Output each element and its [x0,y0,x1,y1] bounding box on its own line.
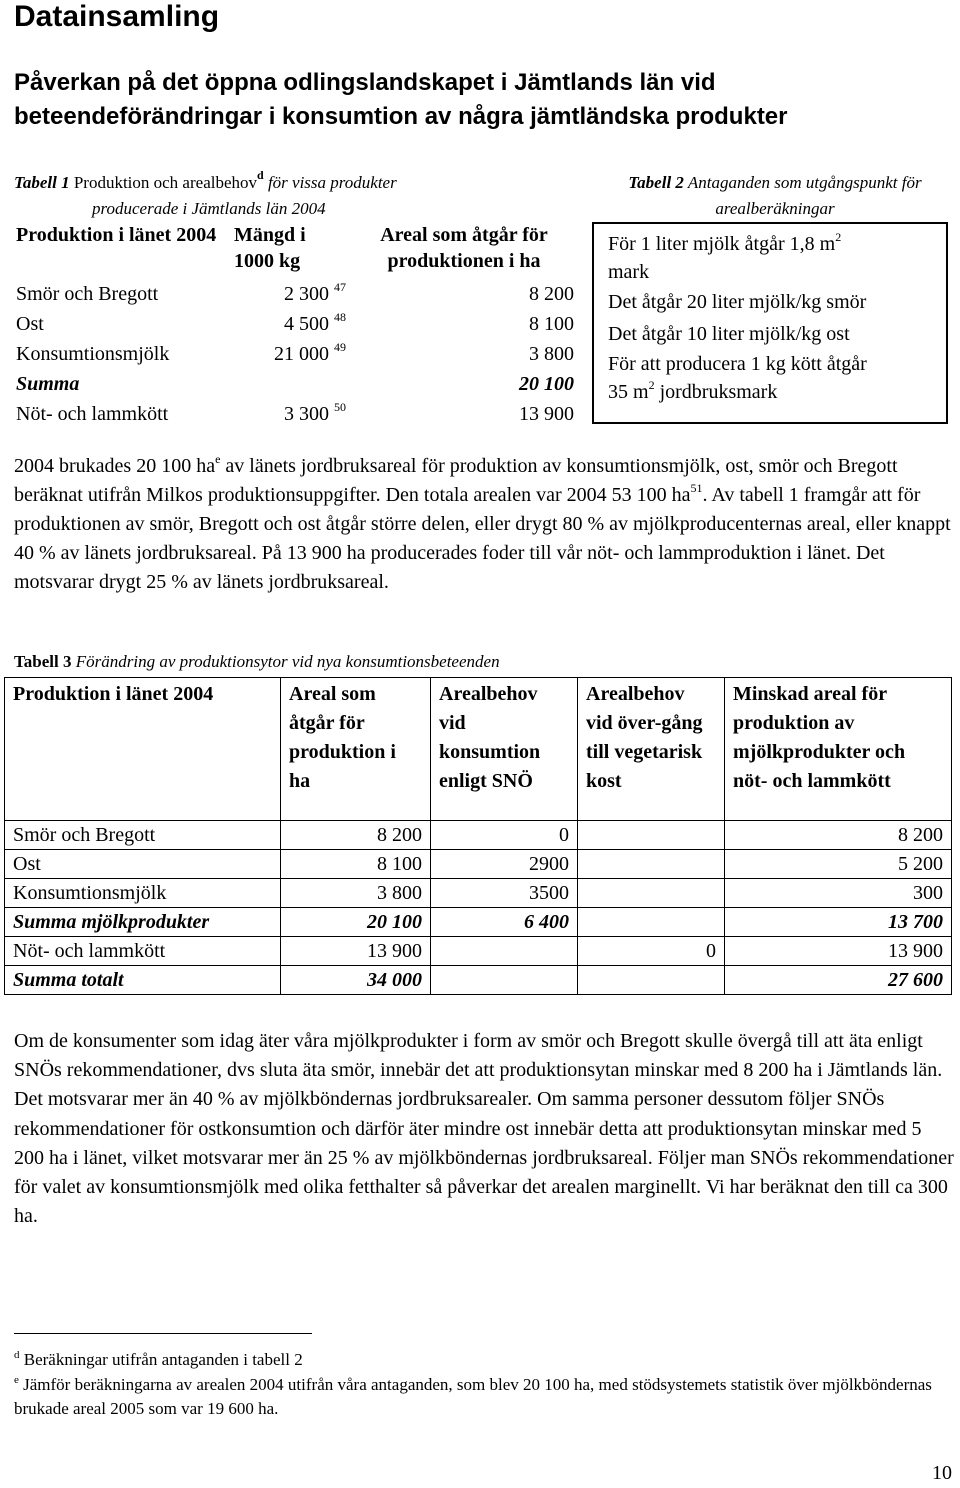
table3-caption [14,652,500,672]
table3-cell-veg: 0 [578,937,725,966]
table1-header-area: Areal som åtgår för produktionen i ha [380,224,548,272]
table2-line1-cont: mark [608,261,650,283]
table3-row-total [5,966,952,995]
table1-cell-product: Summa [16,373,80,395]
table3-cell-veg [578,850,725,879]
paragraph-2: Om de konsumenter som idag äter våra mjölkprodukter i form av smör och Bregott skulle övergå till att äta enligt SNÖs rekommendationer, dvs sluta äta smör, innebär det att produktionsytan minskar med 8 200 ha i Jämtlands län. Det motsvarar mer än 40 % av mjölkböndernas jordbruksarealer. Om samma personer dessutom följer SNÖs rekommendationer för ostkonsumtion och därför äter mindre ost innebär detta att produktionsytan minskar med 5 200 ha i länet, vilket motsvarar mer än 25 % av mjölkböndernas jordbruksareal. Följer man SNÖs rekommendationer för valet av konsumtionsmjölk med olika fetthalter så påverkar det arealen marginellt. Vi har beräknat den till ca 300 ha. [14,1030,954,1228]
table1-cell-product: Smör och Bregott [16,283,159,305]
table2-box [592,222,948,424]
table1-amount-value: 4 500 [284,313,329,335]
table1-row [12,400,578,430]
table3-cell-product: Ost [5,850,281,879]
table3-header-row [5,678,952,821]
table1-cell-amount [230,310,350,340]
table3-cell-area: 8 200 [281,821,431,850]
table1-caption-label: Tabell 1 [14,173,70,192]
table3-caption-text: Förändring av produktionsytor vid nya konsumtionsbeteenden [71,652,500,671]
table1 [12,222,578,430]
table3-header-product: Produktion i länet 2004 [5,678,281,821]
table2-line: Det åtgår 10 liter mjölk/kg ost [608,323,850,345]
table3-cell-product: Nöt- och lammkött [5,937,281,966]
table3-cell-product: Smör och Bregott [5,821,281,850]
table2-line1-text: För 1 liter mjölk åtgår 1,8 m [608,233,836,255]
table2-line4-text: För att producera 1 kg kött åtgår [608,353,867,375]
table1-cell-amount [230,340,350,370]
table3-cell-sno: 0 [431,821,578,850]
table3-cell-veg [578,879,725,908]
footnote-d-text: Beräkningar utifrån antaganden i tabell 2 [19,1350,303,1369]
table3-header-sno: Arealbehov vid konsumtion enligt SNÖ [431,678,578,821]
page-subtitle: Påverkan på det öppna odlingslandskapet i Jämtlands län vid beteendeförändringar i konsumtion av några jämtländska produkter [14,69,788,130]
table1-row [12,280,578,310]
table3-row [5,850,952,879]
table1-cell-area: 3 800 [529,343,574,365]
footnote-e [14,1373,954,1421]
table3-cell-area: 20 100 [281,908,431,937]
table1-cell-amount [230,280,350,310]
table3-cell-sno: 2900 [431,850,578,879]
table3-cell-sno: 3500 [431,879,578,908]
table3-cell-reduced: 13 700 [725,908,952,937]
table1-cell-product: Nöt- och lammkött [16,403,169,425]
table2-caption-label: Tabell 2 [628,173,684,192]
table3-row-subtotal [5,908,952,937]
table3-cell-veg [578,908,725,937]
footnote-e-text: Jämför beräkningarna av arealen 2004 utifrån våra antaganden, som blev 20 100 ha, med stödsystemets statistik över mjölkböndernas brukade areal 2005 som var 19 600 ha. [14,1375,932,1418]
table3-row [5,879,952,908]
table3-cell-product: Konsumtionsmjölk [5,879,281,908]
table2-line [608,350,946,406]
table1-header-row [12,222,578,280]
table3-cell-reduced: 5 200 [725,850,952,879]
table2-line5-cont: jordbruksmark [654,381,778,403]
table3-cell-product: Summa totalt [5,966,281,995]
para1-footnote-e: e [215,452,221,466]
table3-row [5,937,952,966]
table1-cell-area: 8 100 [529,313,574,335]
table1-cell-product: Konsumtionsmjölk [16,343,170,365]
table3 [4,677,952,995]
table1-header-amount: Mängd i 1000 kg [234,224,306,272]
table1-amount-footnote: 50 [334,400,346,414]
table1-amount-footnote: 48 [334,310,346,324]
table1-amount-footnote: 49 [334,340,346,354]
footnote-d [14,1348,954,1372]
table3-header-veg: Arealbehov vid över-gång till vegetarisk kost [578,678,725,821]
table3-cell-product: Summa mjölkprodukter [5,908,281,937]
paragraph-1 [14,452,954,597]
table2-line1-sup: 2 [835,230,842,244]
table3-cell-area: 3 800 [281,879,431,908]
table3-cell-veg [578,966,725,995]
section-heading: Datainsamling [14,0,220,33]
para1-part-a: 2004 brukades 20 100 ha [14,455,216,477]
table1-caption-text2: för vissa produkter [263,173,397,192]
footnote-d-mark: d [14,1349,20,1361]
table3-cell-sno [431,937,578,966]
footnote-divider [14,1333,312,1334]
table3-cell-area: 13 900 [281,937,431,966]
table1-caption-text: Produktion och arealbehov [69,173,258,192]
table3-cell-sno: 6 400 [431,908,578,937]
table1-row [12,310,578,340]
table3-cell-sno [431,966,578,995]
table3-cell-reduced: 13 900 [725,937,952,966]
table2-caption-text: Antaganden som utgångspunkt för arealberäkningar [683,173,922,218]
table1-row [12,340,578,370]
table3-cell-reduced: 8 200 [725,821,952,850]
para1-part-c: . Av tabell 1 framgår att för produktionen av smör, Bregott och ost åtgår större delen, eller drygt 80 % av mjölkproducenternas areal, eller knappt 40 % av länets jordbruksareal. På 13 900 ha producerades foder till vår nöt- och lammproduktion i länet. Det motsvarar drygt 25 % av länets jordbruksareal. [14,484,951,593]
table1-amount-value: 3 300 [284,403,329,425]
table1-amount-value: 21 000 [274,343,329,365]
table2-line5-text: 35 m [608,381,649,403]
table3-row [5,821,952,850]
table3-header-reduced: Minskad areal för produktion av mjölkprodukter och nöt- och lammkött [725,678,952,821]
table1-cell-amount [230,400,350,430]
table2-line [608,230,946,286]
table2-caption [590,170,960,222]
table1-cell-amount [230,370,350,400]
table3-cell-area: 34 000 [281,966,431,995]
table3-cell-reduced: 27 600 [725,966,952,995]
para1-part-b: av länets jordbruksareal för produktion av konsumtionsmjölk, ost, smör och Bregott beräknat utifrån Milkos produktionsuppgifter. Den totala arealen var 2004 53 100 ha [14,455,898,506]
table1-cell-area: 8 200 [529,283,574,305]
table3-caption-label: Tabell 3 [14,652,72,671]
table1-cell-product: Ost [16,313,44,335]
table3-cell-reduced: 300 [725,879,952,908]
footnote-e-mark: e [14,1374,19,1386]
table1-header-product: Produktion i länet 2004 [16,224,217,246]
table3-cell-area: 8 100 [281,850,431,879]
table3-cell-veg [578,821,725,850]
table1-cell-area: 13 900 [519,403,574,425]
table1-row-sum [12,370,578,400]
table2-line: Det åtgår 20 liter mjölk/kg smör [608,291,867,313]
table1-amount-footnote: 47 [334,280,346,294]
table3-header-area: Areal som åtgår för produktion i ha [281,678,431,821]
table1-amount-value: 2 300 [284,283,329,305]
table1-cell-area: 20 100 [519,373,574,395]
table1-caption [14,170,584,222]
table2-line5-sup: 2 [648,378,655,392]
table1-caption-footnote-mark: d [257,168,264,182]
table1-caption-line2: producerade i Jämtlands län 2004 [92,199,326,218]
page-number: 10 [932,1462,952,1484]
para1-footnote-51: 51 [690,481,703,495]
